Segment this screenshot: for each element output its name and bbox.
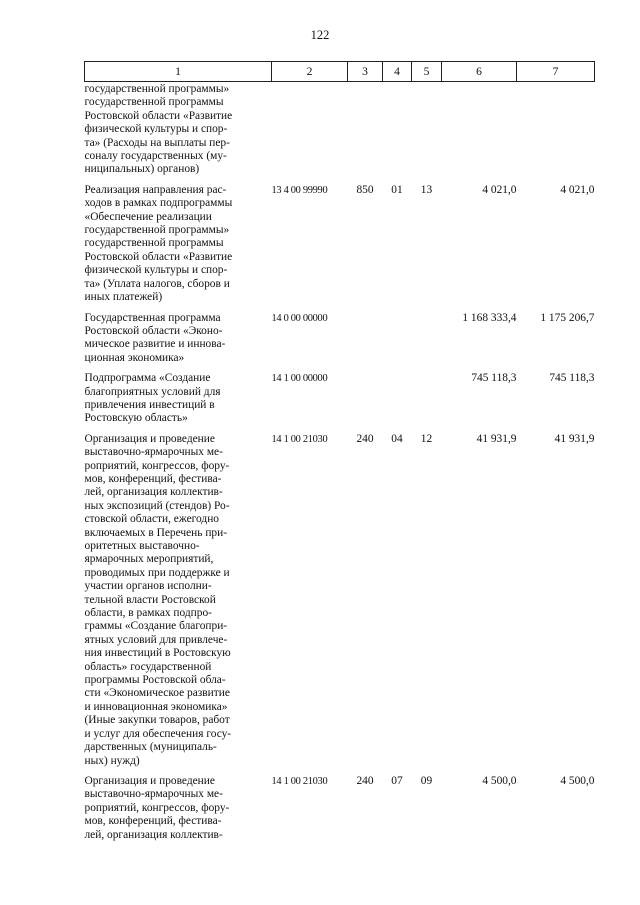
section-code [383, 312, 412, 366]
item-description [85, 82, 272, 177]
description-line: ционная экономика» [84, 351, 185, 364]
amount-year-1: 1 168 333,4 [462, 311, 517, 324]
description-line: дарственных (муниципаль- [84, 741, 217, 754]
description-line: Ростовскую область» [84, 412, 188, 425]
description-line: оритетных выставочно- [84, 540, 200, 552]
section-code [383, 82, 412, 177]
subsection-code: 09 [420, 774, 433, 787]
budget-table [84, 61, 595, 842]
description-line: Подпрограмма «Создание [84, 372, 211, 385]
description-line: стовской области, ежегодно [84, 513, 219, 526]
description-line: ниципальных) органов) [84, 163, 200, 176]
description-line: ярмарочных мероприятий, [84, 553, 214, 566]
budget-code [272, 82, 348, 177]
description-line: привлечения инвестиций в [84, 398, 215, 411]
description-line: Ростовской области «Эконо- [84, 324, 223, 337]
description-line: Ростовской области «Развитие [84, 250, 233, 263]
description-line: Реализация направления рас- [84, 183, 227, 196]
description-line: благоприятных условий для [84, 385, 221, 398]
description-line: и услуг для обеспечения госу- [84, 727, 232, 740]
subsection-code: 13 [420, 183, 433, 196]
description-line: область» государственной [84, 660, 212, 673]
description-line: мическое развитие и иннова- [84, 338, 226, 351]
description-line: лей, организация коллектив- [84, 486, 223, 499]
table-row [85, 433, 595, 768]
description-line: государственной программы» [84, 224, 230, 237]
amount-year-1: 41 931,9 [476, 432, 517, 445]
row-spacer-cell [85, 768, 595, 775]
budget-code: 14 1 00 21030 [271, 433, 328, 445]
description-line: соналу государственных (му- [84, 150, 227, 163]
description-line: сти «Экономическое развитие [84, 687, 230, 700]
description-line: Организация и проведение [84, 774, 215, 787]
item-description [85, 312, 272, 366]
expense-type [348, 82, 383, 177]
budget-table-container [84, 61, 594, 842]
column-header: 6 [442, 62, 517, 82]
table-row [85, 775, 595, 842]
amount-year-2: 1 175 206,7 [540, 311, 595, 324]
table-row [85, 372, 595, 426]
budget-code: 14 1 00 00000 [271, 373, 328, 385]
section-code: 07 [391, 774, 403, 787]
description-line: Государственная программа [84, 311, 221, 324]
description-line: (Иные закупки товаров, работ [84, 714, 230, 727]
row-spacer-cell [85, 426, 595, 433]
column-header: 3 [348, 62, 383, 82]
expense-type: 240 [356, 774, 374, 787]
section-code: 04 [391, 432, 403, 445]
item-description [85, 775, 272, 842]
amount-year-1 [442, 82, 517, 177]
description-line: области, в рамках подпро- [84, 607, 212, 620]
budget-code: 14 1 00 21030 [271, 775, 328, 787]
item-description [85, 433, 272, 768]
description-line: программы Ростовской обла- [84, 674, 226, 687]
description-line: государственной программы» [84, 83, 230, 95]
section-code: 01 [391, 183, 403, 196]
description-line: государственной программы [84, 237, 224, 250]
description-line: ятных условий для привлече- [84, 633, 228, 646]
description-line: ных) нужд) [84, 754, 140, 767]
table-body [85, 82, 595, 842]
description-line: выставочно-ярмарочных ме- [84, 788, 223, 801]
row-spacer [85, 768, 595, 775]
description-line: Ростовской области «Развитие [84, 109, 233, 122]
table-header [85, 62, 595, 82]
column-header: 1 [85, 62, 272, 82]
column-header: 7 [517, 62, 595, 82]
amount-year-2: 745 118,3 [549, 372, 595, 385]
description-line: лей, организация коллектив- [84, 828, 223, 841]
amount-year-1: 745 118,3 [471, 372, 517, 385]
description-line: ния инвестиций в Ростовскую [84, 647, 231, 660]
description-line: иных платежей) [84, 291, 163, 304]
description-line: граммы «Создание благопри- [84, 620, 228, 633]
description-line: роприятий, конгрессов, фору- [84, 801, 230, 814]
expense-type [348, 312, 383, 366]
budget-code: 14 0 00 00000 [271, 312, 328, 324]
item-description [85, 184, 272, 305]
expense-type: 850 [356, 183, 374, 196]
budget-code: 13 4 00 99990 [271, 184, 328, 196]
description-line: та» (Расходы на выплаты пер- [84, 136, 230, 149]
row-spacer-cell [85, 177, 595, 184]
row-spacer [85, 305, 595, 312]
subsection-code [412, 82, 442, 177]
table-row [85, 184, 595, 305]
description-line: физической культуры и спор- [84, 264, 228, 277]
table-row [85, 312, 595, 366]
description-line: тельной власти Ростовской [84, 593, 216, 606]
row-spacer-cell [85, 365, 595, 372]
column-header: 4 [383, 62, 412, 82]
description-line: государственной программы [84, 96, 224, 109]
column-header: 5 [412, 62, 442, 82]
description-line: мов, конференций, фестива- [84, 472, 222, 485]
subsection-code: 12 [420, 432, 433, 445]
section-code [383, 372, 412, 426]
description-line: роприятий, конгрессов, фору- [84, 459, 230, 472]
amount-year-2: 4 021,0 [560, 183, 595, 196]
description-line: включаемых в Перечень при- [84, 526, 227, 539]
description-line: мов, конференций, фестива- [84, 815, 222, 828]
amount-year-2 [517, 82, 595, 177]
page-number: 122 [310, 28, 330, 42]
description-line: физической культуры и спор- [84, 123, 228, 136]
description-line: та» (Уплата налогов, сборов и [84, 277, 230, 290]
description-line: ходов в рамках подпрограммы [84, 197, 233, 210]
amount-year-1: 4 500,0 [482, 774, 517, 787]
row-spacer [85, 365, 595, 372]
description-line: Организация и проведение [84, 432, 215, 445]
subsection-code [412, 372, 442, 426]
description-line: ных экспозиций (стендов) Ро- [84, 499, 230, 512]
amount-year-1: 4 021,0 [482, 183, 517, 196]
description-line: проводимых при поддержке и [84, 566, 230, 579]
expense-type [348, 372, 383, 426]
description-line: выставочно-ярмарочных ме- [84, 446, 223, 459]
expense-type: 240 [356, 432, 374, 445]
description-line: участии органов исполни- [84, 580, 212, 593]
row-spacer-cell [85, 305, 595, 312]
table-row [85, 82, 595, 177]
description-line: и инновационная экономика» [84, 700, 228, 713]
row-spacer [85, 177, 595, 184]
item-description [85, 372, 272, 426]
description-line: «Обеспечение реализации [84, 210, 212, 223]
row-spacer [85, 426, 595, 433]
amount-year-2: 4 500,0 [560, 774, 595, 787]
subsection-code [412, 312, 442, 366]
amount-year-2: 41 931,9 [554, 432, 595, 445]
column-header: 2 [272, 62, 348, 82]
